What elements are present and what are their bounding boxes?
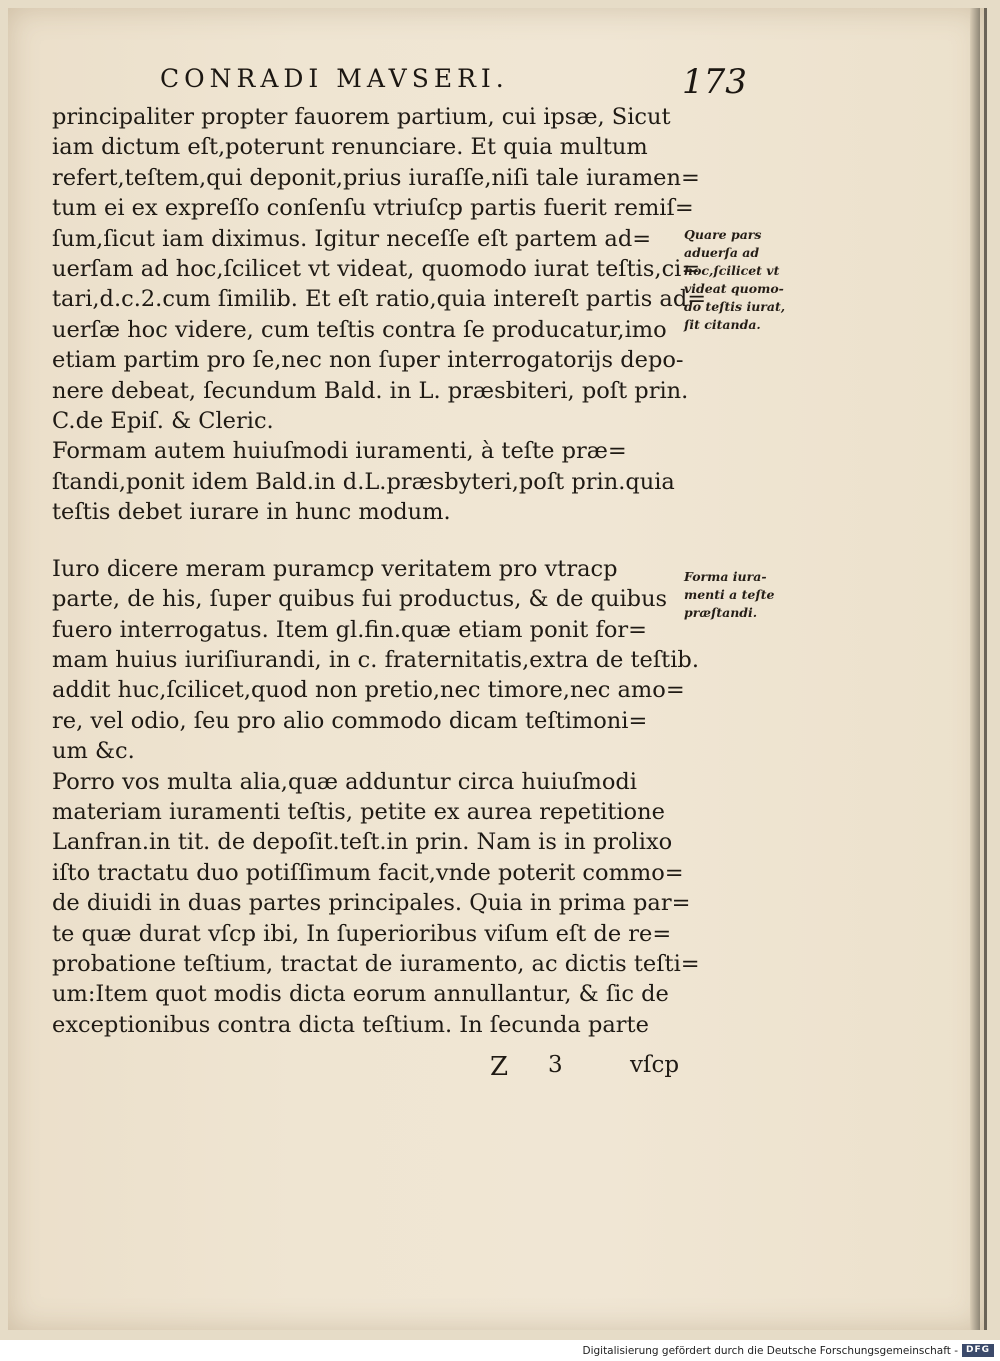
marginal-line: præſtandi. — [684, 605, 758, 620]
text-line: fuero interrogatus. Item gl.fin.quæ etiam ponit for= — [52, 616, 647, 643]
footer-bar — [0, 1340, 1000, 1361]
text-line: principaliter propter fauorem partium, cui ipsæ, Sicut — [52, 104, 671, 130]
text-line: Porro vos multa alia,quæ adduntur circa huiuſmodi — [52, 768, 637, 795]
running-head: CONRADI MAVSERI. — [160, 64, 509, 93]
marginal-line: Quare pars — [684, 227, 762, 242]
main-text — [52, 102, 707, 1040]
text-line: te quæ durat vſcp ibi, In ſuperioribus viſum eſt de re= — [52, 920, 672, 947]
text-line: addit huc,ſcilicet,quod non pretio,nec timore,nec amo= — [52, 677, 685, 704]
text-line: tum ei ex expreſſo conſenſu vtriuſcp partis fuerit remiſ= — [52, 195, 694, 222]
text-line: nere debeat, ſecundum Bald. in L. præsbiteri, poſt prin. — [52, 377, 689, 404]
marginal-line: do teſtis iurat, — [684, 299, 786, 314]
text-line: mam huius iuriſiurandi, in c. fraternitatis,extra de teſtib. — [52, 646, 699, 673]
text-line: exceptionibus contra dicta teſtium. In ſecunda parte — [52, 1011, 649, 1038]
dfg-logo: DFG — [962, 1344, 994, 1357]
paragraph-4 — [52, 767, 700, 1041]
text-line: tari,d.c.2.cum ſimilib. Et eſt ratio,quia intereſt partis ad= — [52, 286, 707, 313]
marginal-line: videat quomo- — [684, 281, 784, 296]
paragraph-gap — [52, 528, 682, 554]
text-line: de diuidi in duas partes principales. Quia in prima par= — [52, 890, 691, 917]
marginal-line: hoc,ſcilicet vt — [684, 263, 780, 278]
marginal-line: aduerſa ad — [684, 245, 760, 260]
text-line: teſtis debet iurare in hunc modum. — [52, 499, 451, 526]
text-line: Lanfran.in tit. de depoſit.teſt.in prin. Nam is in prolixo — [52, 829, 673, 856]
text-line: C.de Epiſ. & Cleric. — [52, 408, 274, 435]
text-line: etiam partim pro ſe,nec non ſuper interrogatorijs depo- — [52, 347, 684, 374]
text-line: uerſæ hoc videre, cum teſtis contra ſe producatur,imo — [52, 316, 667, 343]
text-line: um:Item quot modis dicta eorum annullantur, & ſic de — [52, 981, 669, 1008]
text-line: iam dictum eſt,poterunt renunciare. Et quia multum — [52, 134, 648, 161]
text-line: iſto tractatu duo potiſſimum facit,vnde poterit commo= — [52, 859, 684, 886]
text-line: uerſam ad hoc,ſcilicet vt videat, quomodo iurat teſtis,ci= — [52, 256, 701, 283]
text-line: Iuro dicere meram puramcp veritatem pro vtracp — [52, 555, 618, 582]
marginal-line: ſit citanda. — [684, 317, 761, 332]
text-line: re, vel odio, ſeu pro alio commodo dicam teſtimoni= — [52, 707, 648, 734]
catchword: vſcp — [630, 1052, 680, 1078]
paragraph-1 — [52, 102, 707, 436]
paragraph-2 — [52, 436, 682, 527]
signature-number: 3 — [548, 1052, 563, 1078]
text-line: materiam iuramenti teſtis, petite ex aurea repetitione — [52, 798, 665, 825]
text-line: um &c. — [52, 738, 135, 765]
text-line: parte, de his, ſuper quibus fui productus, & de quibus — [52, 586, 668, 613]
text-line: Formam autem huiuſmodi iuramenti, à teſte præ= — [52, 438, 627, 465]
marginal-line: menti a teſte — [684, 587, 775, 602]
text-line: refert,teſtem,qui deponit,prius iuraſſe,niſi tale iuramen= — [52, 164, 700, 191]
funding-credit: Digitalisierung gefördert durch die Deutsche Forschungsgemeinschaft - — [582, 1345, 958, 1357]
signature-mark: Z — [490, 1052, 515, 1082]
text-line: probatione teſtium, tractat de iuramento, ac dictis teſti= — [52, 950, 700, 977]
page-edge — [970, 8, 980, 1330]
page-number: 173 — [682, 62, 747, 102]
paragraph-3 — [52, 554, 699, 767]
marginal-note-1 — [684, 226, 819, 334]
marginal-note-2 — [684, 568, 819, 622]
marginal-line: Forma iura- — [684, 569, 767, 584]
text-line: ſum,ſicut iam diximus. Igitur neceſſe eſt partem ad= — [52, 225, 652, 252]
text-line: ſtandi,ponit idem Bald.in d.L.præsbyteri,poſt prin.quia — [52, 468, 675, 495]
